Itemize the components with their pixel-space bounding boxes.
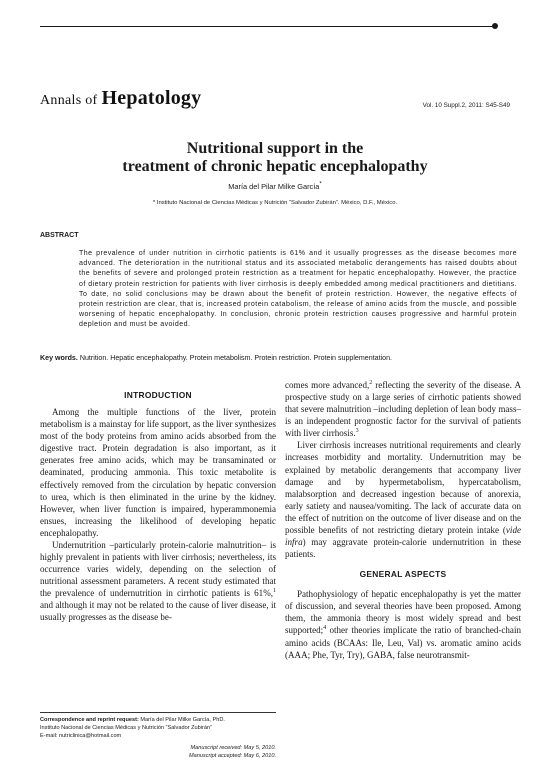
manuscript-accepted: Manuscript accepted: May 6, 2010. bbox=[188, 753, 276, 759]
paragraph: Among the multiple functions of the liver, protein metabolism is a mainstay for life support, as the liver synthesizes most of the body proteins from amino acids absorbed from the digestive tract. Protein degradation is also important, as it generates free amino acids, which may be transaminated or deaminated, producing ammonia. This toxic metabolite is effectively removed from the circulation by hepatic conversion to urea, which is then eliminated in the urine by the kidney. However, when liver function is impaired, hyperammonemia ensues, increasing the likelihood of developing hepatic encephalopathy. bbox=[40, 407, 276, 538]
citation: 2 bbox=[369, 379, 373, 386]
italic-text: vide infra bbox=[285, 524, 521, 548]
author-line bbox=[0, 182, 550, 191]
abstract-heading: ABSTRACT bbox=[40, 232, 79, 239]
paragraph-text: ) may aggravate protein-calorie undernutrition in these patients. bbox=[285, 537, 521, 560]
citation: 3 bbox=[355, 428, 359, 435]
journal-logo bbox=[40, 88, 201, 108]
abstract-text: The prevalence of under nutrition in cirrhotic patients is 61% and it usually progresses as the disease becomes more advanced. The deterioration in the nutritional status and its associated metabolic derangements has raised doubts about the benefits of severe and prolonged protein restriction as a treatment for hepatic encephalopathy. However, the practice of dietary protein restriction for patients with liver cirrhosis is deeply embedded among medical practitioners and dietitians. To date, no solid conclusions may be drawn about the benefit of protein restriction. However, the negative effects of protein restriction are clear, that is, increased protein catabolism, the release of amino acids from the muscle, and possible worsening of hepatic encephalopathy. In conclusion, chronic protein restriction causes progressive and harmful protein depletion and must be avoided. bbox=[79, 250, 517, 329]
keywords-label: Key words. bbox=[40, 354, 78, 362]
footnote-rule bbox=[40, 712, 276, 713]
correspondence-institute: Instituto Nacional de Ciencias Médicas y Nutrición “Salvador Zubirán” bbox=[40, 725, 212, 731]
body-column-right bbox=[285, 379, 521, 661]
correspondence-label: Correspondence and reprint request: bbox=[40, 717, 139, 723]
paragraph bbox=[285, 588, 521, 660]
section-heading-general-aspects: GENERAL ASPECTS bbox=[359, 569, 447, 580]
section-heading-introduction: INTRODUCTION bbox=[124, 390, 192, 400]
header-dot bbox=[492, 23, 498, 29]
manuscript-received: Manuscript received: May 5, 2010. bbox=[190, 745, 276, 751]
affiliation: * Instituto Nacional de Ciencias Médicas y Nutrición “Salvador Zubirán”. México, D.F., México. bbox=[152, 200, 398, 206]
author-name: María del Pilar Milke García bbox=[228, 182, 320, 191]
paragraph bbox=[285, 379, 521, 439]
keywords bbox=[40, 353, 520, 363]
citation: 1 bbox=[273, 588, 276, 595]
author-sup: * bbox=[319, 181, 322, 188]
paragraph bbox=[285, 439, 521, 560]
paragraph-text: Pathophysiology of hepatic encephalopathy is yet the matter of discussion, and several theories have been proposed. Among them, the ammonia theory is most widely spread and best supported; bbox=[285, 589, 521, 636]
correspondence-line bbox=[40, 716, 276, 724]
keywords-text: Nutrition. Hepatic encephalopathy. Protein metabolism. Protein restriction. Protein supplementation. bbox=[79, 354, 392, 362]
citation: 4 bbox=[323, 625, 327, 632]
paragraph-text: comes more advanced, bbox=[285, 380, 370, 390]
body-column-left bbox=[40, 384, 276, 623]
volume-line: Vol. 10 Suppl.2, 2011: S45-S49 bbox=[422, 102, 510, 109]
paragraph-text: Liver cirrhosis increases nutritional requirements and clearly increases morbidity and mortality. Undernutrition may be explained by metabolic derangements that accompany liver damage and by hypermetabolism, hypercatabolism, malabsorption and decreased ingestion because of anorexia, early satiety and nausea/vomiting. The lack of accurate data on the effect of nutrition on the outcome of liver disease and on the possible benefits of not restricting dietary protein intake ( bbox=[285, 440, 521, 535]
journal-name-small: Annals of bbox=[40, 93, 98, 108]
correspondence-name: María del Pilar Milke García, PhD. bbox=[138, 717, 225, 723]
paragraph bbox=[40, 539, 276, 624]
paragraph-text: Undernutrition –particularly protein-calorie malnutrition– is highly prevalent in patients with liver cirrhosis; nevertheless, its occurrence varies widely, depending on the selection of nutritional assessment parameters. A recent study estimated that the prevalence of undernutrition in cirrhotic patients is 61%, bbox=[40, 539, 276, 599]
paragraph-text: and although it may not be related to the cause of liver disease, it usually progresses as the disease be- bbox=[40, 600, 276, 623]
correspondence-email: E-mail: nutriclinica@hotmail.com bbox=[40, 733, 122, 739]
journal-name-big: Hepatology bbox=[101, 87, 202, 109]
header-rule bbox=[40, 26, 494, 27]
article-title-line2: treatment of chronic hepatic encephalopathy bbox=[122, 158, 428, 175]
paragraph-text: other theories implicate the ratio of branched-chain amino acids (BCAAs: Ile, Leu, Val) vs. aromatic amino acids (AAA; Phe, Tyr, Try), GABA, false neurotransmit- bbox=[285, 625, 521, 660]
paragraph-text: reflecting the severity of the disease. A prospective study on a large series of cirrhotic patients showed that severe malnutrition –including depletion of lean body mass– is an independent prognostic factor for the survival of patients with liver cirrhosis. bbox=[285, 380, 521, 439]
article-title-line1: Nutritional support in the bbox=[186, 140, 364, 157]
